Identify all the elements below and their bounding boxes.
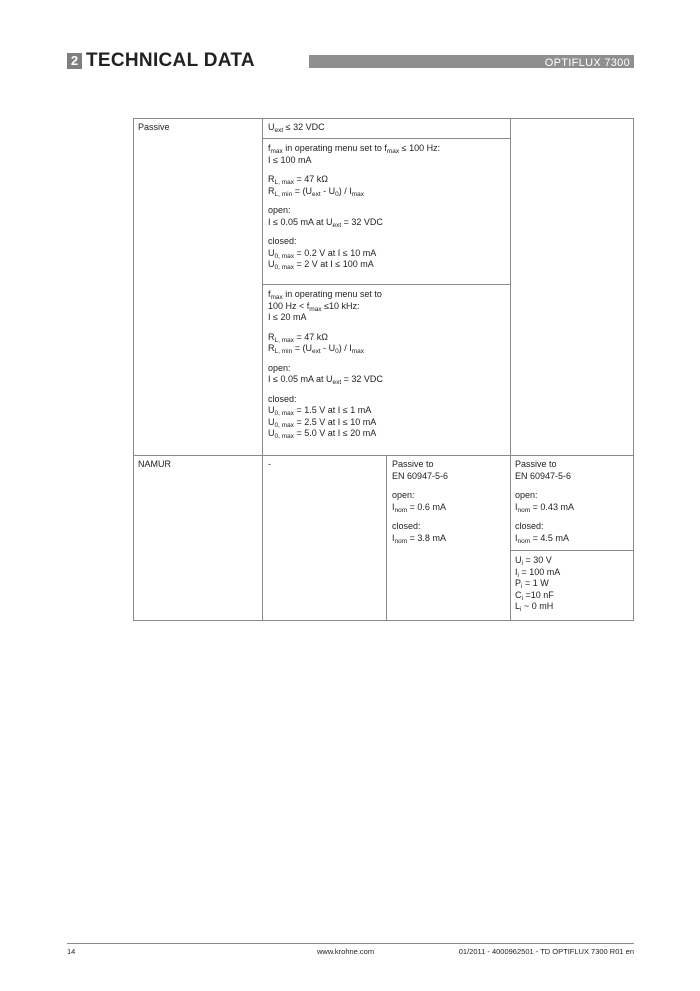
row-divider-namur [133, 455, 634, 456]
section-number: 2 [67, 53, 82, 69]
spec-line: open: [392, 490, 415, 500]
spec-line: $C_i =10$ nF [515, 589, 554, 602]
spec-line: I ≤ 0.05 mA at $U_{ext} = 32$ VDC [268, 374, 383, 386]
spec-line: closed: [268, 236, 297, 246]
spec-line: $I_i = 100$ mA [515, 566, 561, 579]
col-divider-1 [262, 118, 263, 621]
spec-line: open: [268, 205, 291, 215]
col-divider-2 [386, 455, 387, 621]
table-top-border [133, 118, 634, 119]
namur-col3 [392, 459, 448, 544]
spec-line: $I_{nom} = 0.6$ mA [392, 501, 446, 514]
spec-line: $I_{nom} = 3.8$ mA [392, 532, 446, 545]
spec-line: I ≤ 0.05 mA at $U_{ext} = 32$ VDC [268, 216, 383, 229]
spec-line: $U_{0, max} = 2.5$ V at I ≤ 10 mA [268, 416, 377, 429]
passive-block-100hz [268, 143, 440, 271]
spec-line: $R_{L, min} = (U_{ext} - U_0) / I_{max}$ [268, 343, 365, 355]
page-header [67, 50, 634, 71]
spec-line: $U_{0, max} = 2$ V at I ≤ 100 mA [268, 259, 374, 271]
spec-line: $U_i = 30$ V [515, 555, 552, 567]
section-title: TECHNICAL DATA [86, 50, 255, 71]
document-id: 01/2011 - 4000962501 - TD OPTIFLUX 7300 R01 en [458, 947, 634, 956]
spec-line: closed: [515, 521, 544, 531]
spec-line: closed: [392, 521, 421, 531]
spec-line: EN 60947-5-6 [515, 470, 572, 481]
table-left-border [133, 118, 134, 621]
spec-line: 100 $Hz < f_{max} \le 10$ kHz: [268, 300, 360, 313]
spec-line: $U_{0, max} = 5.0$ V at I ≤ 20 mA [268, 428, 377, 440]
spec-line: $R_{L, max} = 47$ kΩ [268, 331, 329, 344]
col-divider-3 [510, 118, 511, 621]
spec-line: open: [515, 490, 538, 500]
footer-url: www.krohne.com [317, 947, 375, 956]
row-divider-uext [262, 138, 510, 139]
product-name: OPTIFLUX 7300 [544, 57, 630, 69]
row-label-passive: Passive [138, 122, 170, 132]
header-bar [309, 55, 634, 68]
row-divider-intrinsic [510, 550, 634, 551]
spec-line: I ≤ 20 mA [268, 312, 307, 322]
uext-cell [268, 122, 325, 134]
spec-line: $U_{0, max} = 0.2$ V at I ≤ 10 mA [268, 247, 377, 260]
spec-line: $I_{nom} = 0.43$ mA [515, 501, 574, 514]
namur-col4 [515, 459, 574, 544]
spec-line: Passive to [392, 459, 434, 469]
spec-line: closed: [268, 393, 297, 404]
namur-intrinsic-safety [515, 555, 560, 613]
spec-line: Passive to [515, 459, 557, 469]
page-number: 14 [67, 947, 76, 956]
spec-line: $R_{L, max} = 47$ kΩ [268, 174, 329, 186]
spec-line: $R_{L, min} = (U_{ext} - U_0) / I_{max}$ [268, 185, 365, 198]
row-label-namur: NAMUR [138, 459, 171, 469]
row-divider-block [262, 284, 510, 285]
passive-block-10khz [268, 289, 383, 440]
spec-line: $I_{nom} = 4.5$ mA [515, 532, 569, 545]
table-right-border [633, 118, 634, 621]
uext-line: $U_{ext} \le 32$ VDC [268, 122, 325, 134]
table-bottom-border [133, 620, 634, 621]
spec-line: EN 60947-5-6 [392, 470, 449, 481]
namur-col2: - [268, 459, 271, 469]
page-footer [67, 943, 634, 958]
spec-line: I ≤ 100 mA [268, 154, 312, 165]
spec-line: $U_{0, max} = 1.5$ V at I ≤ 1 mA [268, 405, 372, 417]
spec-line: $f_{max}$ in operating menu set to $f_{max} \le 100$ Hz: [268, 143, 441, 155]
spec-line: $P_i = 1$ W [515, 578, 549, 590]
spec-line: $L_i$ ~ 0 mH [515, 601, 554, 613]
spec-line: open: [268, 362, 291, 373]
spec-line: $f_{max}$ in operating menu set to [268, 289, 382, 301]
